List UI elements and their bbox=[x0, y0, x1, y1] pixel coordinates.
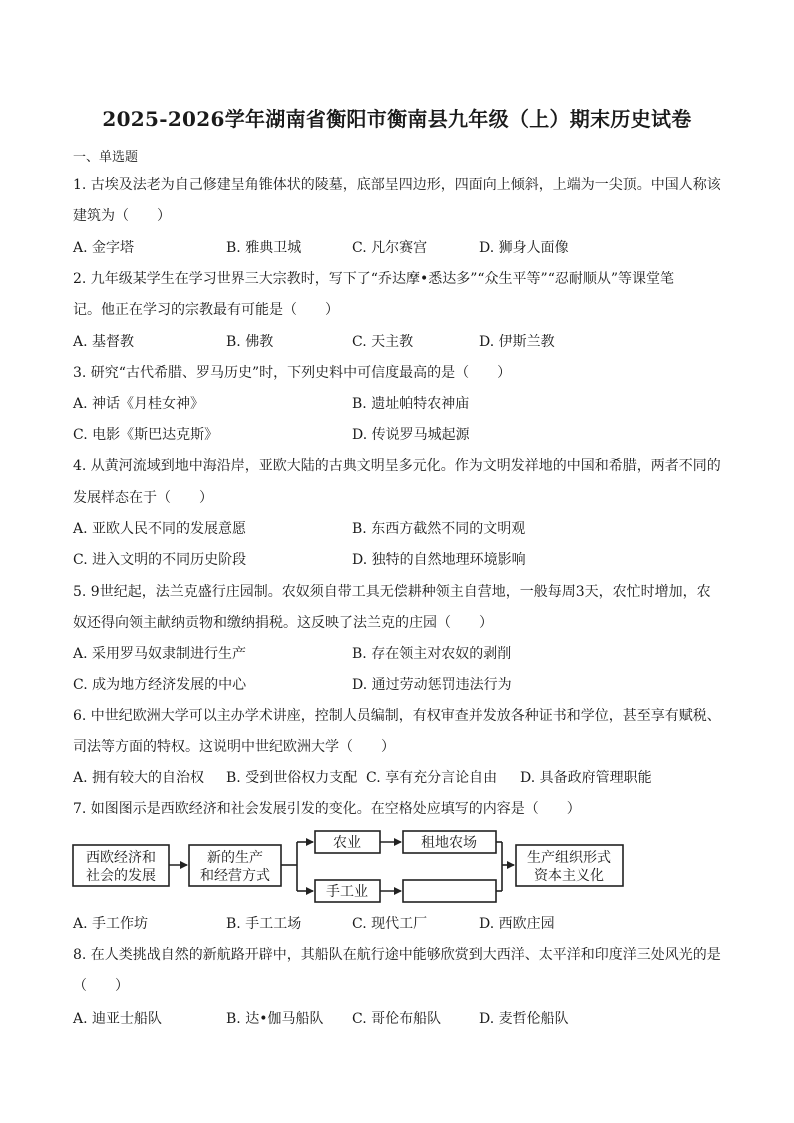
q3-option-d: D. 传说罗马城起源 bbox=[352, 427, 470, 443]
q8-option-c: C. 哥伦布船队 bbox=[352, 1011, 442, 1027]
q3-option-c: C. 电影《斯巴达克斯》 bbox=[73, 427, 219, 443]
q2-option-c: C. 天主教 bbox=[352, 334, 414, 350]
question-1-line-2: 建筑为（ ） bbox=[73, 208, 171, 224]
q8-option-b: B. 达•伽马船队 bbox=[226, 1011, 324, 1027]
question-4-line-1: 4. 从黄河流域到地中海沿岸，亚欧大陆的古典文明呈多元化。作为文明发祥地的中国和希腊，两者不同的 bbox=[73, 458, 721, 474]
question-1-line-1: 1. 古埃及法老为自己修建呈角锥体状的陵墓，底部呈四边形，四面向上倾斜，上端为一尖顶。中国人称该 bbox=[73, 177, 721, 193]
question-4-line-2: 发展样态在于（ ） bbox=[73, 490, 213, 506]
q6-option-c: C. 享有充分言论自由 bbox=[366, 770, 498, 786]
q1-option-c: C. 凡尔赛宫 bbox=[352, 240, 428, 256]
q4-option-d: D. 独特的自然地理环境影响 bbox=[352, 552, 526, 568]
q7-option-a: A. 手工作坊 bbox=[73, 916, 149, 932]
q6-option-b: B. 受到世俗权力支配 bbox=[226, 770, 358, 786]
q3-option-a: A. 神话《月桂女神》 bbox=[73, 396, 205, 412]
q5-option-d: D. 通过劳动惩罚违法行为 bbox=[352, 677, 512, 693]
question-2-line-1: 2. 九年级某学生在学习世界三大宗教时，写下了“乔达摩•悉达多”“众生平等”“忍耐顺从”等课堂笔 bbox=[73, 271, 675, 287]
diagram-new-mode-line-2: 和经营方式 bbox=[200, 868, 270, 884]
q5-option-a: A. 采用罗马奴隶制进行生产 bbox=[73, 646, 247, 662]
q8-option-a: A. 迪亚士船队 bbox=[73, 1011, 163, 1027]
diagram-result-line-1: 生产组织形式 bbox=[527, 850, 611, 866]
question-3-line-1: 3. 研究“古代希腊、罗马历史”时，下列史料中可信度最高的是（ ） bbox=[73, 365, 512, 381]
question-5-line-1: 5. 9世纪起，法兰克盛行庄园制。农奴须自带工具无偿耕种领主自营地，一般每周3天，农忙时增加，农 bbox=[73, 584, 711, 600]
question-8-line-1: 8. 在人类挑战自然的新航路开辟中，其船队在航行途中能够欣赏到大西洋、太平洋和印度洋三处风光的是 bbox=[73, 947, 721, 963]
q6-option-d: D. 具备政府管理职能 bbox=[520, 770, 652, 786]
diagram-result-line-2: 资本主义化 bbox=[534, 868, 604, 884]
question-6-line-2: 司法等方面的特权。这说明中世纪欧洲大学（ ） bbox=[73, 739, 395, 755]
q7-option-d: D. 西欧庄园 bbox=[479, 916, 555, 932]
q8-option-d: D. 麦哲伦船队 bbox=[479, 1011, 569, 1027]
diagram-box-blank bbox=[403, 880, 496, 902]
q2-option-b: B. 佛教 bbox=[226, 334, 274, 350]
q7-option-c: C. 现代工厂 bbox=[352, 916, 428, 932]
diagram-handicraft-label: 手工业 bbox=[326, 884, 368, 900]
q4-option-b: B. 东西方截然不同的文明观 bbox=[352, 521, 526, 537]
q4-option-c: C. 进入文明的不同历史阶段 bbox=[73, 552, 247, 568]
q2-option-a: A. 基督教 bbox=[73, 334, 135, 350]
q3-option-b: B. 遗址帕特农神庙 bbox=[352, 396, 470, 412]
diagram-new-mode-line-1: 新的生产 bbox=[207, 850, 263, 866]
q7-option-b: B. 手工工场 bbox=[226, 916, 302, 932]
section-heading: 一、单选题 bbox=[73, 150, 139, 165]
q6-option-a: A. 拥有较大的自治权 bbox=[73, 770, 205, 786]
question-5-line-2: 奴还得向领主献纳贡物和缴纳捐税。这反映了法兰克的庄园（ ） bbox=[73, 615, 493, 631]
diagram-origin-line-1: 西欧经济和 bbox=[86, 850, 156, 866]
q1-option-b: B. 雅典卫城 bbox=[226, 240, 302, 256]
q5-option-c: C. 成为地方经济发展的中心 bbox=[73, 677, 247, 693]
exam-title: 2025-2026学年湖南省衡阳市衡南县九年级（上）期末历史试卷 bbox=[102, 107, 692, 131]
diagram-lease-farm-label: 租地农场 bbox=[421, 835, 477, 851]
diagram-agriculture-label: 农业 bbox=[333, 835, 361, 851]
diagram-origin-line-2: 社会的发展 bbox=[86, 868, 156, 884]
question-8-line-2: （ ） bbox=[73, 978, 129, 994]
question-2-line-2: 记。他正在学习的宗教最有可能是（ ） bbox=[73, 302, 339, 318]
question-6-line-1: 6. 中世纪欧洲大学可以主办学术讲座，控制人员编制，有权审查并发放各种证书和学位，甚至享有赋税、 bbox=[73, 708, 721, 724]
question-7-line-1: 7. 如图图示是西欧经济和社会发展引发的变化。在空格处应填写的内容是（ ） bbox=[73, 801, 581, 817]
q2-option-d: D. 伊斯兰教 bbox=[479, 334, 555, 350]
q1-option-d: D. 狮身人面像 bbox=[479, 240, 569, 256]
q1-option-a: A. 金字塔 bbox=[73, 240, 135, 256]
q4-option-a: A. 亚欧人民不同的发展意愿 bbox=[73, 521, 247, 537]
flow-diagram bbox=[0, 825, 794, 905]
q5-option-b: B. 存在领主对农奴的剥削 bbox=[352, 646, 512, 662]
